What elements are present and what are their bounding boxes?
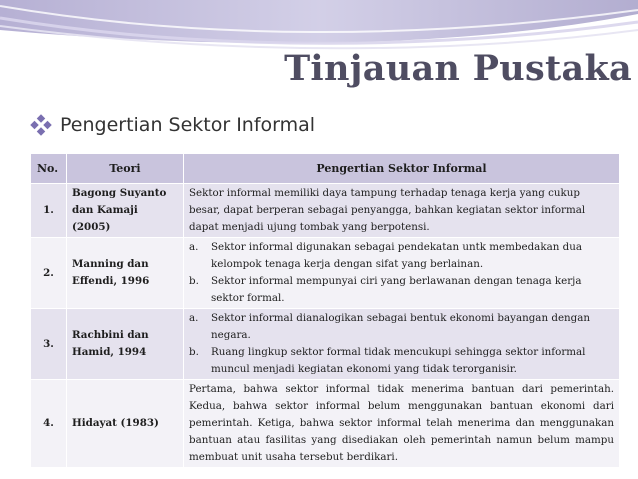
list-item: [189, 273, 614, 307]
theory-line: Bagong Suyanto: [72, 187, 167, 199]
theory-line: (2005): [72, 221, 111, 233]
theory-line: Manning dan: [72, 258, 149, 270]
theory-line: Effendi, 1996: [72, 275, 150, 287]
definition-cell: [184, 238, 620, 309]
table-header-row: [31, 154, 620, 184]
list-text: Sektor informal dianalogikan sebagai bentuk ekonomi bayangan dengan negara.: [211, 312, 591, 341]
row-number: 3.: [31, 309, 67, 380]
definition-cell: Sektor informal memiliki daya tampung terhadap tenaga kerja yang cukup besar, dapat berperan sebagai penyangga, bahkan kegiatan sektor informal dapat menjadi ujung tombak yang berpotensi.: [184, 184, 620, 238]
list-marker: b.: [189, 346, 199, 358]
row-number: 2.: [31, 238, 67, 309]
list-item: [189, 344, 614, 378]
list-marker: a.: [189, 241, 199, 253]
bullet-heading-text: Pengertian Sektor Informal: [60, 114, 316, 136]
list-text: Sektor informal digunakan sebagai pendekatan untk membedakan dua kelompok tenaga kerja dengan sifat yang berlainan.: [211, 241, 582, 270]
list-marker: a.: [189, 312, 199, 324]
theory-cell: [67, 184, 184, 238]
four-diamond-bullet-icon: [30, 114, 52, 136]
theory-cell: [67, 380, 184, 468]
definition-cell: Pertama, bahwa sektor informal tidak menerima bantuan dari pemerintah. Kedua, bahwa sektor informal belum menggunakan bantuan ekonomi dari pemerintah. Ketiga, bahwa sektor informal telah menerima dan menggunakan bantuan atau fasilitas yang disediakan oleh pemerintah namun belum mampu membuat unit usaha tersebut berdikari.: [184, 380, 620, 468]
list-marker: b.: [189, 275, 199, 287]
table-row: [31, 380, 620, 468]
list-item: [189, 239, 614, 273]
bullet-heading: [30, 114, 315, 136]
table-row: [31, 238, 620, 309]
header-no: No.: [31, 154, 67, 184]
list-text: Sektor informal mempunyai ciri yang berlawanan dengan tenaga kerja sektor formal.: [211, 275, 582, 304]
table-row: [31, 184, 620, 238]
theory-line: dan Kamaji: [72, 204, 138, 216]
theory-line: Rachbini dan: [72, 329, 149, 341]
theory-cell: [67, 309, 184, 380]
theory-line: Hamid, 1994: [72, 346, 147, 358]
row-number: 4.: [31, 380, 67, 468]
definition-cell: [184, 309, 620, 380]
list-item: [189, 310, 614, 344]
theory-cell: [67, 238, 184, 309]
theory-line: Hidayat (1983): [72, 417, 159, 429]
row-number: 1.: [31, 184, 67, 238]
literature-table: [30, 153, 620, 468]
page-title: Tinjauan Pustaka: [284, 48, 632, 89]
header-pengertian: Pengertian Sektor Informal: [184, 154, 620, 184]
table-row: [31, 309, 620, 380]
header-teori: Teori: [67, 154, 184, 184]
list-text: Ruang lingkup sektor formal tidak mencukupi sehingga sektor informal muncul menjadi kegiatan ekonomi yang tidak terorganisir.: [211, 346, 586, 375]
